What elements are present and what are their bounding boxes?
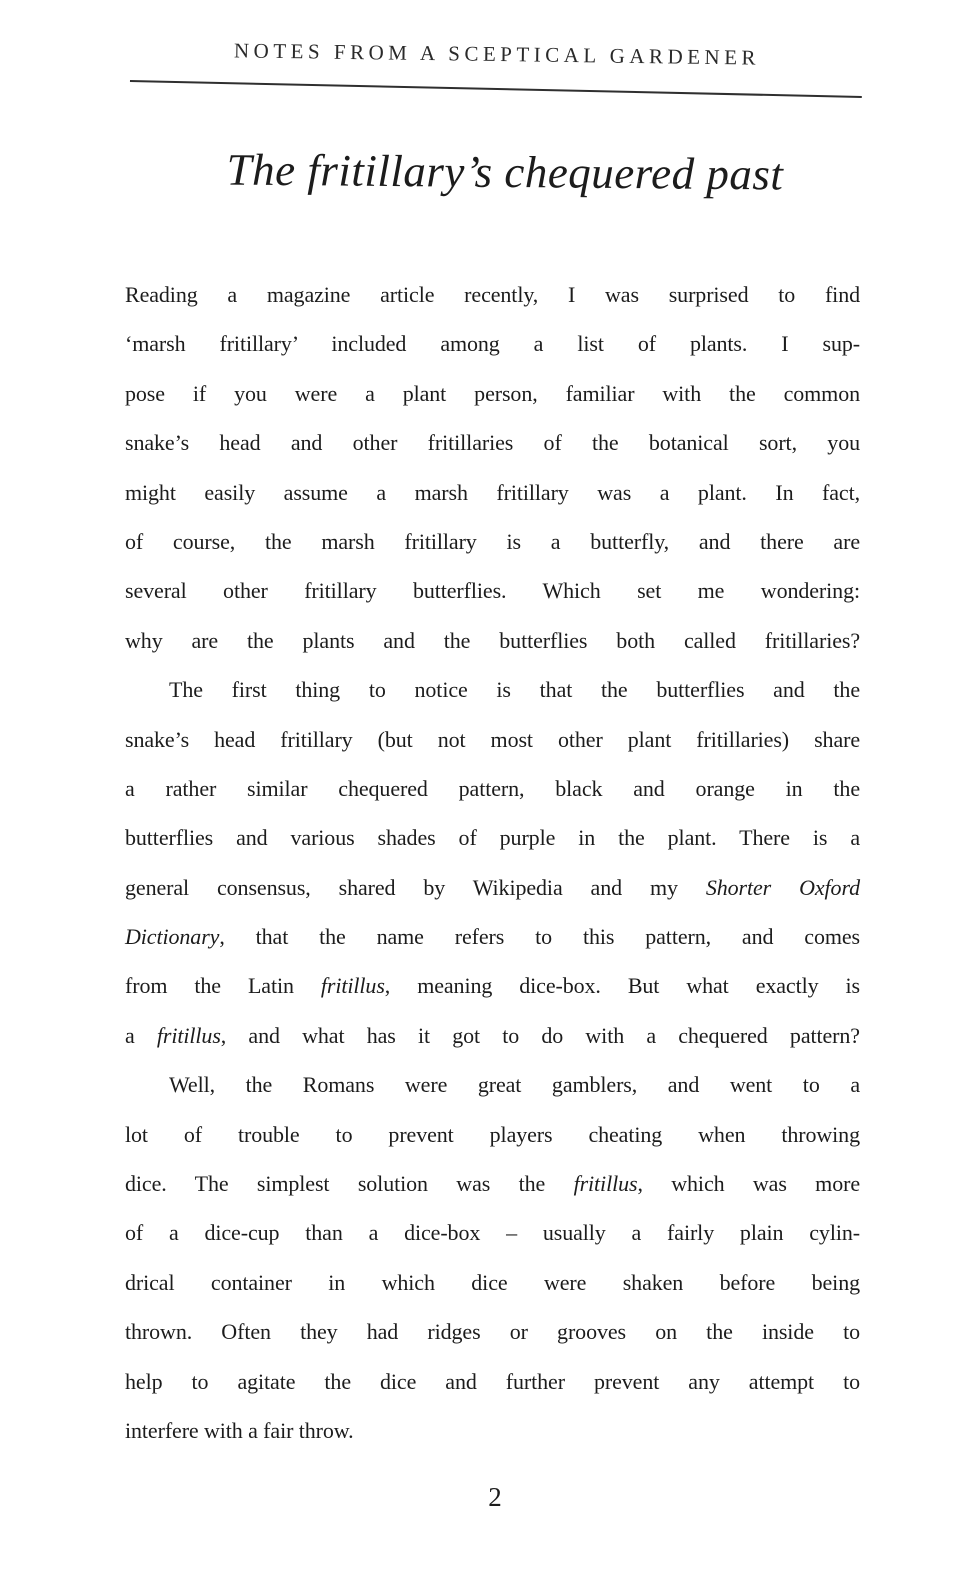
italic-text-run: fritillus [320, 973, 385, 999]
text-run: Well, the Romans were great gamblers, and went to a [169, 1072, 860, 1098]
text-run: pose if you were a plant person, familiar with the common [125, 380, 860, 406]
text-run: thrown. Often they had ridges or grooves on the inside to [125, 1319, 860, 1345]
body-text [125, 270, 860, 1455]
text-line [125, 1357, 860, 1406]
text-run: snake’s head fritillary (but not most other plant fritillaries) share [125, 726, 860, 752]
page-number: 2 [488, 1482, 502, 1512]
text-run: general consensus, shared by Wikipedia and my [125, 874, 706, 900]
text-line [125, 961, 860, 1010]
text-run: , meaning dice-box. But what exactly is [384, 973, 860, 999]
italic-text-run: fritillus [573, 1171, 638, 1197]
text-line [125, 517, 860, 566]
text-line [125, 1208, 860, 1257]
text-run: , which was more [637, 1171, 860, 1197]
text-line [125, 319, 860, 368]
text-line [125, 369, 860, 418]
text-run: ‘marsh fritillary’ included among a list of plants. I sup- [125, 331, 860, 357]
text-run: butterflies and various shades of purple in the plant. There is a [125, 825, 860, 851]
italic-text-run: fritillus [156, 1022, 221, 1048]
text-run: of course, the marsh fritillary is a butterfly, and there are [125, 528, 860, 554]
italic-text-run: Shorter Oxford [705, 874, 860, 900]
text-run: interfere with a fair throw. [125, 1417, 354, 1443]
text-line [125, 912, 860, 961]
italic-text-run: Dictionary [125, 924, 220, 950]
text-line [125, 1110, 860, 1159]
text-run: a rather similar chequered pattern, black and orange in the [125, 775, 860, 801]
text-line [125, 616, 860, 665]
header-rule [130, 80, 862, 98]
text-line [125, 764, 860, 813]
text-run: drical container in which dice were shaken before being [125, 1269, 860, 1295]
text-line [125, 1060, 860, 1109]
text-run: help to agitate the dice and further prevent any attempt to [125, 1368, 860, 1394]
chapter-title: The fritillary’s chequered past [226, 144, 784, 200]
text-line [125, 715, 860, 764]
text-run: Reading a magazine article recently, I was surprised to find [125, 282, 860, 307]
text-line [125, 1307, 860, 1356]
running-header: NOTES FROM A SCEPTICAL GARDENER [233, 38, 761, 70]
text-line [125, 566, 860, 615]
text-run: why are the plants and the butterflies both called fritillaries? [125, 627, 860, 653]
text-run: might easily assume a marsh fritillary was a plant. In fact, [125, 479, 860, 505]
text-run: several other fritillary butterflies. Which set me wondering: [125, 578, 860, 604]
text-run: lot of trouble to prevent players cheating when throwing [125, 1121, 860, 1147]
text-line [125, 468, 860, 517]
text-run: of a dice-cup than a dice-box – usually a fairly plain cylin- [125, 1220, 860, 1246]
text-line [125, 1406, 860, 1455]
text-run: , and what has it got to do with a chequered pattern? [220, 1022, 860, 1048]
text-line [125, 665, 860, 714]
text-line [125, 1159, 860, 1208]
text-line [125, 418, 860, 467]
text-run: The first thing to notice is that the butterflies and the [169, 677, 860, 703]
text-line [125, 813, 860, 862]
text-line [125, 1258, 860, 1307]
text-run: , that the name refers to this pattern, and comes [219, 924, 860, 950]
text-line [125, 270, 860, 319]
text-run: snake’s head and other fritillaries of the botanical sort, you [125, 430, 860, 456]
text-run: dice. The simplest solution was the [125, 1171, 574, 1197]
text-run: from the Latin [125, 973, 321, 999]
text-line [125, 1011, 860, 1060]
text-line [125, 863, 860, 912]
text-run: a [125, 1022, 157, 1048]
